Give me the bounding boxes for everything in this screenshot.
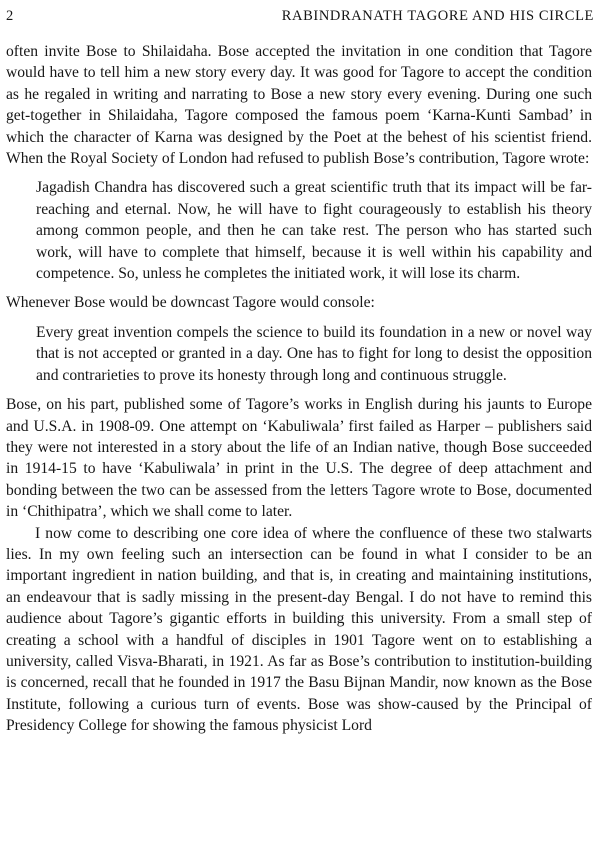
page-number: 2 bbox=[6, 8, 14, 24]
block-quote-tagore-on-bose: Jagadish Chandra has discovered such a great scientific truth that its impact will be far-reaching and eternal. Now, he will have to fight courageously to establish his theory among common people, and then he can take rest. The person who has started such work, will have to complete that himself, because it is well within his capability and competence. So, unless he completes the initiated work, it will lose its charm. bbox=[36, 179, 592, 283]
paragraph-bose-shilaidaha: often invite Bose to Shilaidaha. Bose accepted the invitation in one condition that Tagore would have to tell him a new story every day. It was good for Tagore to accept the condition as he regaled in writing and narrating to Bose a new story every evening. During one such get-together in Shilaidaha, Tagore composed the famous poem ‘Karna-Kunti Sambad’ in which the character of Karna was designed by the Poet at the behest of his scientist friend. When the Royal Society of London had refused to publish Bose’s contribution, Tagore wrote: bbox=[6, 43, 592, 168]
body-text bbox=[6, 41, 592, 737]
block-quote-tagore-consolation: Every great invention compels the science to build its foundation in a new or novel way that is not accepted or granted in a day. One has to fight for long to desist the opposition and contrarieties to prove its honesty through long and continuous struggle. bbox=[36, 323, 592, 384]
paragraph-bose-publishing: Bose, on his part, published some of Tagore’s works in English during his jaunts to Europe and U.S.A. in 1908-09. One attempt on ‘Kabuliwala’ first failed as Harper – publishers said they were not interested in a story about the life of an Indian native, though Bose succeeded in 1914-15 to have ‘Kabuliwala’ in print in the U.S. The degree of deep attachment and bonding between the two can be assessed from the letters Tagore wrote to Bose, documented in ‘Chithipatra’, which we shall come to later. bbox=[6, 396, 592, 521]
running-title: RABINDRANATH TAGORE AND HIS CIRCLE bbox=[281, 8, 594, 24]
paragraph-institution-building: I now come to describing one core idea of where the confluence of these two stalwarts lies. In my own feeling such an intersection can be found in what I consider to be an important ingredient in nation building, and that is, in creating and maintaining institutions, an endeavour that is sadly missing in the present-day Bengal. I do not have to remind this audience about Tagore’s gigantic efforts in building this university. From a small step of creating a school with a handful of disciples in 1901 Tagore went on to establishing a university, called Visva-Bharati, in 1921. As far as Bose’s contribution to institution-building is concerned, recall that he founded in 1917 the Basu Bijnan Mandir, now known as the Bose Institute, following a curious turn of events. Bose was show-caused by the Principal of Presidency College for showing the famous physicist Lord bbox=[6, 524, 592, 735]
quote-lead-in: Whenever Bose would be downcast Tagore would console: bbox=[6, 294, 375, 312]
running-head bbox=[6, 8, 594, 26]
